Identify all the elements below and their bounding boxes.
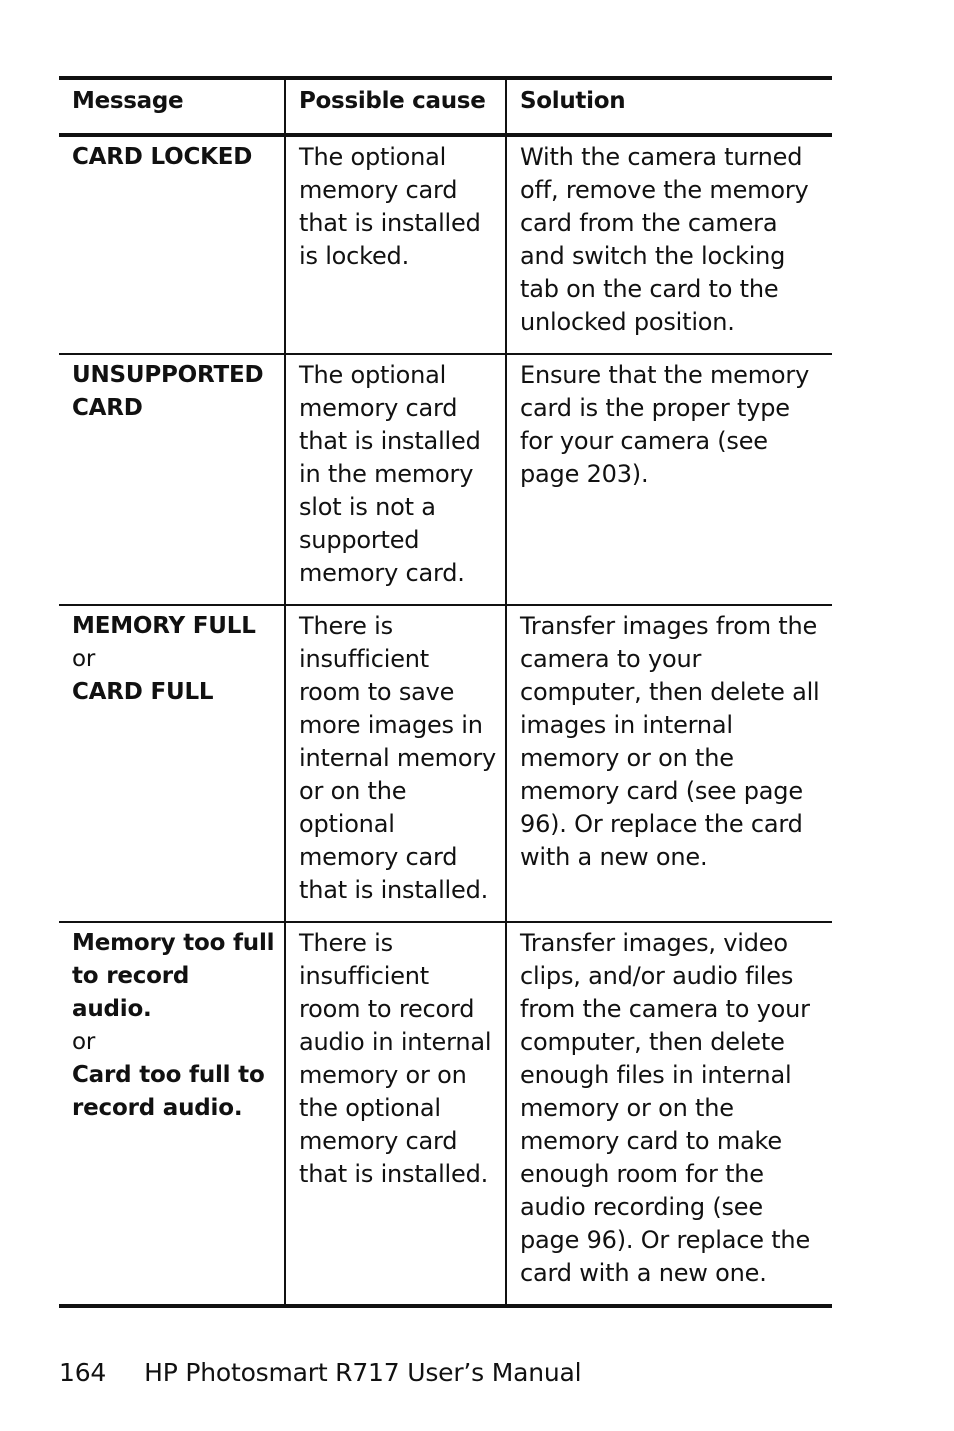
message-text: CARD FULL	[72, 679, 214, 705]
error-message-table	[59, 76, 832, 1308]
table-row	[59, 922, 832, 1306]
solution-cell: With the camera turned off, remove the memory card from the camera and switch the locking tab on the card to the unlocked position.	[506, 135, 832, 354]
cause-cell: The optional memory card that is installed in the memory slot is not a supported memory card.	[285, 354, 506, 605]
header-possible-cause: Possible cause	[285, 78, 506, 135]
message-text: MEMORY FULL	[72, 613, 256, 639]
message-text: CARD LOCKED	[72, 144, 253, 170]
message-text: Card too full to record audio.	[72, 1062, 265, 1121]
page-number: 164	[59, 1358, 107, 1387]
table-row	[59, 605, 832, 922]
cause-cell: The optional memory card that is installed is locked.	[285, 135, 506, 354]
manual-title: HP Photosmart R717 User’s Manual	[144, 1358, 582, 1387]
message-or: or	[72, 646, 96, 672]
cause-cell: There is insufficient room to record audio in internal memory or on the optional memory card that is installed.	[285, 922, 506, 1306]
header-solution: Solution	[506, 78, 832, 135]
cause-cell: There is insufficient room to save more images in internal memory or on the optional memory card that is installed.	[285, 605, 506, 922]
message-or: or	[72, 1029, 96, 1055]
message-cell	[59, 605, 285, 922]
header-message: Message	[72, 88, 184, 114]
message-cell	[59, 135, 285, 354]
message-text: Memory too full to record audio.	[72, 930, 275, 1022]
message-cell	[59, 922, 285, 1306]
solution-cell: Ensure that the memory card is the proper type for your camera (see page 203).	[506, 354, 832, 605]
table-row	[59, 354, 832, 605]
solution-cell: Transfer images, video clips, and/or audio files from the camera to your computer, then delete enough files in internal memory or on the memory card to make enough room for the audio recording (see page 96). Or replace the card with a new one.	[506, 922, 832, 1306]
message-cell	[59, 354, 285, 605]
solution-cell: Transfer images from the camera to your computer, then delete all images in internal memory or on the memory card (see page 96). Or replace the card with a new one.	[506, 605, 832, 922]
page-footer	[59, 1355, 581, 1391]
table-row	[59, 135, 832, 354]
table-header-row	[59, 78, 832, 135]
message-text: UNSUPPORTED CARD	[72, 362, 264, 421]
